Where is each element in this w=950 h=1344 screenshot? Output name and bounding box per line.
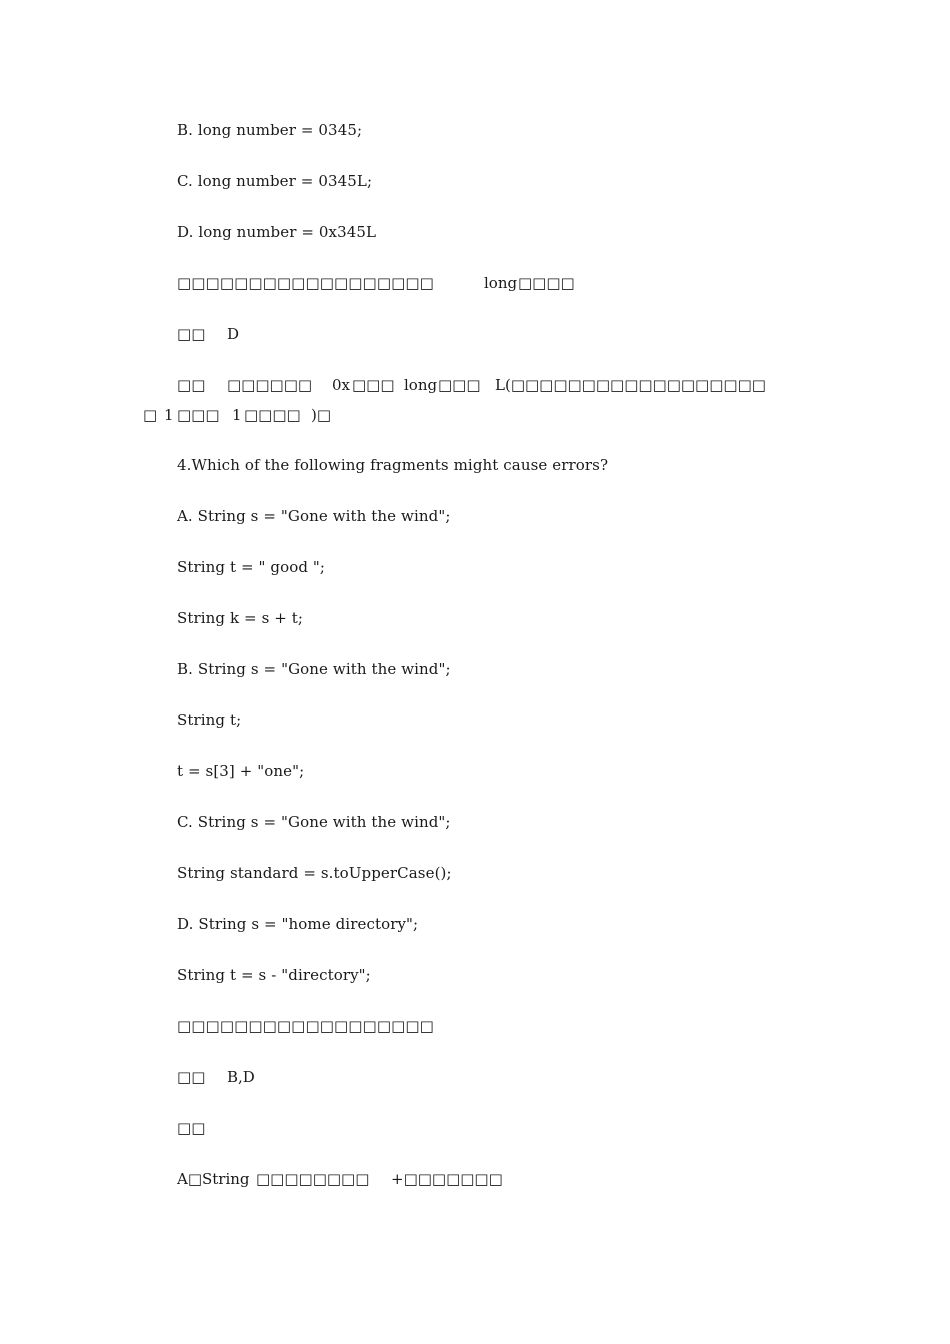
- option-d-line: D. long number = 0x345L: [177, 223, 377, 241]
- q4-note-a-middle: □□□□□□□□: [256, 1170, 370, 1188]
- q4-note-a-plus: +□□□□□□□: [391, 1170, 503, 1188]
- q3-explanation-part2: □□□: [352, 376, 395, 394]
- q3-answer-value: D: [227, 325, 240, 343]
- q4-prompt-garbled: □□□□□□□□□□□□□□□□□□: [177, 1017, 434, 1035]
- q4-explanation-label: □□: [177, 1119, 206, 1137]
- q4-option-c-line1: C. String s = "Gone with the wind";: [177, 813, 451, 831]
- q3-answer-label: □□: [177, 325, 206, 343]
- q3-explanation-suffix: L(□□□□□□□□□□□□□□□□□□: [495, 376, 766, 394]
- q3-explanation-cont-a: □: [143, 406, 158, 424]
- q4-option-d-line2: String t = s - "directory";: [177, 966, 371, 984]
- q4-option-d-line1: D. String s = "home directory";: [177, 915, 419, 933]
- q4-option-c-line2: String standard = s.toUpperCase();: [177, 864, 452, 882]
- q3-explanation-cont-c: □□□□: [244, 406, 301, 424]
- q3-explanation-cont-b: □□□: [177, 406, 220, 424]
- q3-explanation-part3: □□□: [438, 376, 481, 394]
- q3-explanation-hex: 0x: [332, 376, 351, 394]
- q4-answer-value: B,D: [227, 1068, 255, 1086]
- q3-prompt-tail: □□□□: [518, 274, 575, 292]
- q4-question: 4.Which of the following fragments might cause errors?: [177, 456, 609, 474]
- q4-option-b-line2: String t;: [177, 711, 242, 729]
- q4-option-a-line1: A. String s = "Gone with the wind";: [177, 507, 451, 525]
- q3-prompt-garbled: □□□□□□□□□□□□□□□□□□: [177, 274, 434, 292]
- q4-option-a-line2: String t = " good ";: [177, 558, 326, 576]
- q3-explanation-label: □□: [177, 376, 206, 394]
- q3-explanation-long: long: [404, 376, 438, 394]
- option-b-line: B. long number = 0345;: [177, 121, 363, 139]
- option-c-line: C. long number = 0345L;: [177, 172, 373, 190]
- q4-option-b-line1: B. String s = "Gone with the wind";: [177, 660, 451, 678]
- q3-explanation-one-b: 1: [232, 406, 242, 424]
- q4-option-a-line3: String k = s + t;: [177, 609, 304, 627]
- q3-prompt-keyword: long: [484, 274, 518, 292]
- q4-answer-label: □□: [177, 1068, 206, 1086]
- q4-note-a-prefix: A□: [177, 1170, 203, 1188]
- q3-explanation-one-a: 1: [164, 406, 174, 424]
- q3-explanation-part1: □□□□□□: [227, 376, 313, 394]
- q4-option-b-line3: t = s[3] + "one";: [177, 762, 305, 780]
- q3-explanation-end: )□: [311, 406, 332, 424]
- q4-note-a-string: String: [202, 1170, 250, 1188]
